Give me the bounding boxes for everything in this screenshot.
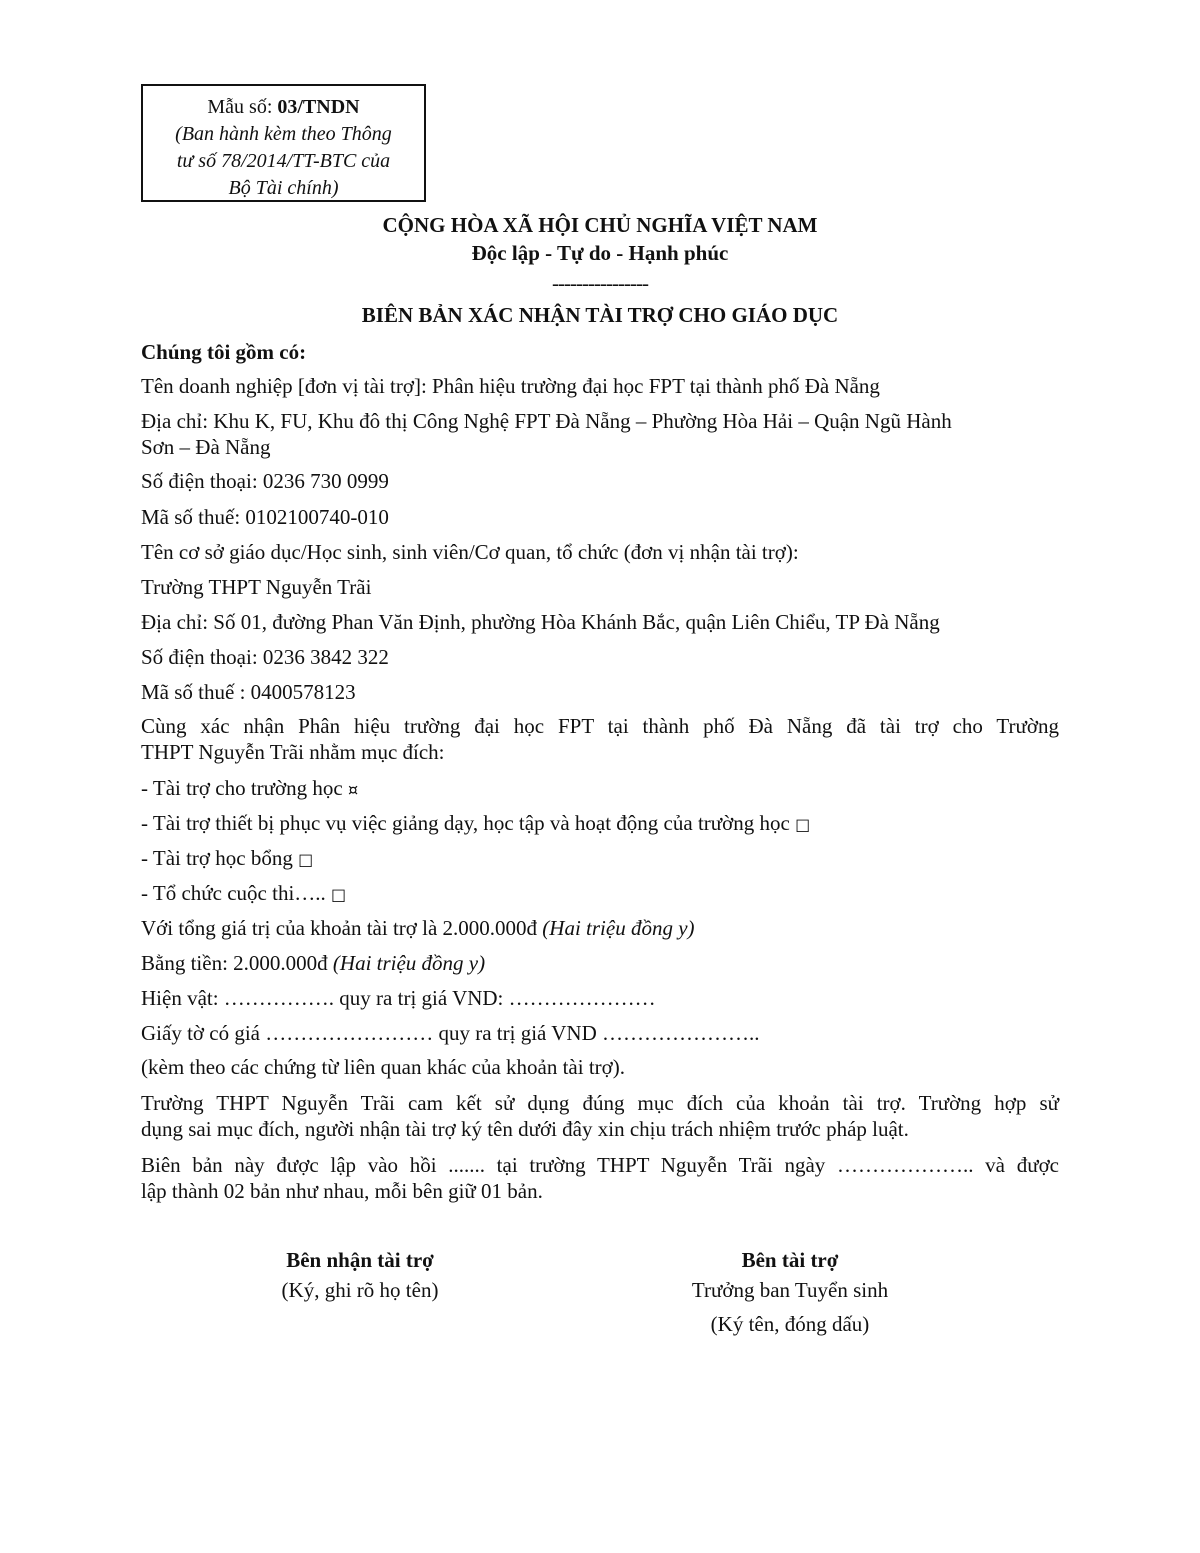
recipient-signature-title: Bên nhận tài trợ [286,1248,434,1272]
recipient-label: Tên cơ sở giáo dục/Học sinh, sinh viên/Cơ quan, tổ chức (đơn vị nhận tài trợ): [141,540,799,564]
purpose-item-equipment [141,810,1059,838]
sponsor-address-line-1: Địa chỉ: Khu K, FU, Khu đô thị Công Nghệ FPT Đà Nẵng – Phường Hòa Hải – Quận Ngũ Hành [141,409,952,433]
record-line-1: Biên bản này được lập vào hồi ....... tại trường THPT Nguyễn Trãi ngày ……………….. và được [141,1153,1059,1177]
recipient-signature-block [210,1247,510,1303]
document-title: BIÊN BẢN XÁC NHẬN TÀI TRỢ CHO GIÁO DỤC [361,303,839,327]
recipient-phone: Số điện thoại: 0236 3842 322 [141,645,389,669]
purpose-item-school [141,775,1059,803]
attachments-note: (kèm theo các chứng từ liên quan khác của khoản tài trợ). [141,1055,626,1079]
purpose-school-checkbox[interactable]: ¤ [348,780,359,799]
purpose-item-contest [141,880,1059,908]
purpose-equipment-checkbox[interactable]: □ [795,815,811,834]
heading-separator: ---------------- [552,271,648,295]
purpose-item-contest-text: - Tổ chức cuộc thi….. [141,881,332,905]
recipient-name: Trường THPT Nguyễn Trãi [141,575,372,599]
purpose-item-scholarship-text: - Tài trợ học bổng [141,846,299,870]
form-number-box [141,84,426,202]
sponsor-signature-block [640,1247,940,1337]
recipient-tax-code: Mã số thuế : 0400578123 [141,680,356,704]
purpose-contest-checkbox[interactable]: □ [331,885,347,904]
motto-heading: Độc lập - Tự do - Hạnh phúc [471,241,729,265]
form-issuance-note-3: Bộ Tài chính) [228,177,339,199]
purpose-item-school-text: - Tài trợ cho trường học [141,776,348,800]
confirm-line-2: THPT Nguyễn Trãi nhằm mục đích: [141,740,445,764]
form-number-code: 03/TNDN [277,96,360,118]
purpose-scholarship-checkbox[interactable]: □ [298,850,314,869]
sponsor-name: Tên doanh nghiệp [đơn vị tài trợ]: Phân hiệu trường đại học FPT tại thành phố Đà Nẵng [141,374,880,398]
cash-value-line [141,950,1059,976]
sponsor-address-line-2: Sơn – Đà Nẵng [141,435,271,459]
sponsor-phone: Số điện thoại: 0236 730 0999 [141,469,389,493]
recipient-signature-note: (Ký, ghi rõ họ tên) [281,1278,439,1302]
in-kind-value: Hiện vật: ……………. quy ra trị giá VND: ………………… [141,986,656,1010]
sponsor-signature-role: Trưởng ban Tuyển sinh [691,1278,889,1302]
nation-heading: CỘNG HÒA XÃ HỘI CHỦ NGHĨA VIỆT NAM [382,213,818,237]
total-value-amount: Với tổng giá trị của khoản tài trợ là 2.000.000đ [141,916,543,940]
record-line-2: lập thành 02 bản như nhau, mỗi bên giữ 01 bản. [141,1179,543,1203]
valuable-papers-value: Giấy tờ có giá …………………… quy ra trị giá VND ………………….. [141,1021,760,1045]
sponsor-signature-note: (Ký tên, đóng dấu) [710,1312,870,1336]
sponsor-tax-code: Mã số thuế: 0102100740-010 [141,505,389,529]
cash-value-words: (Hai triệu đồng y) [332,951,486,975]
confirm-line-1: Cùng xác nhận Phân hiệu trường đại học FPT tại thành phố Đà Nẵng đã tài trợ cho Trường [141,714,1059,738]
commitment-line-1: Trường THPT Nguyễn Trãi cam kết sử dụng đúng mục đích của khoản tài trợ. Trường hợp sử [141,1091,1059,1115]
form-issuance-note-1: (Ban hành kèm theo Thông [175,123,392,145]
total-value-words: (Hai triệu đồng y) [542,916,695,940]
form-number-line [143,94,424,121]
sponsor-signature-title: Bên tài trợ [741,1248,839,1272]
intro-text: Chúng tôi gồm có: [141,340,307,364]
total-value-line [141,915,1059,941]
purpose-item-scholarship [141,845,1059,873]
form-number-prefix: Mẫu số: [207,96,278,118]
purpose-item-equipment-text: - Tài trợ thiết bị phục vụ việc giảng dạy, học tập và hoạt động của trường học [141,811,796,835]
recipient-address: Địa chỉ: Số 01, đường Phan Văn Định, phường Hòa Khánh Bắc, quận Liên Chiểu, TP Đà Nẵng [141,610,940,634]
form-issuance-note-2: tư số 78/2014/TT-BTC của [176,150,391,172]
commitment-line-2: dụng sai mục đích, người nhận tài trợ ký tên dưới đây xin chịu trách nhiệm trước pháp luật. [141,1117,909,1141]
cash-value-amount: Bằng tiền: 2.000.000đ [141,951,333,975]
